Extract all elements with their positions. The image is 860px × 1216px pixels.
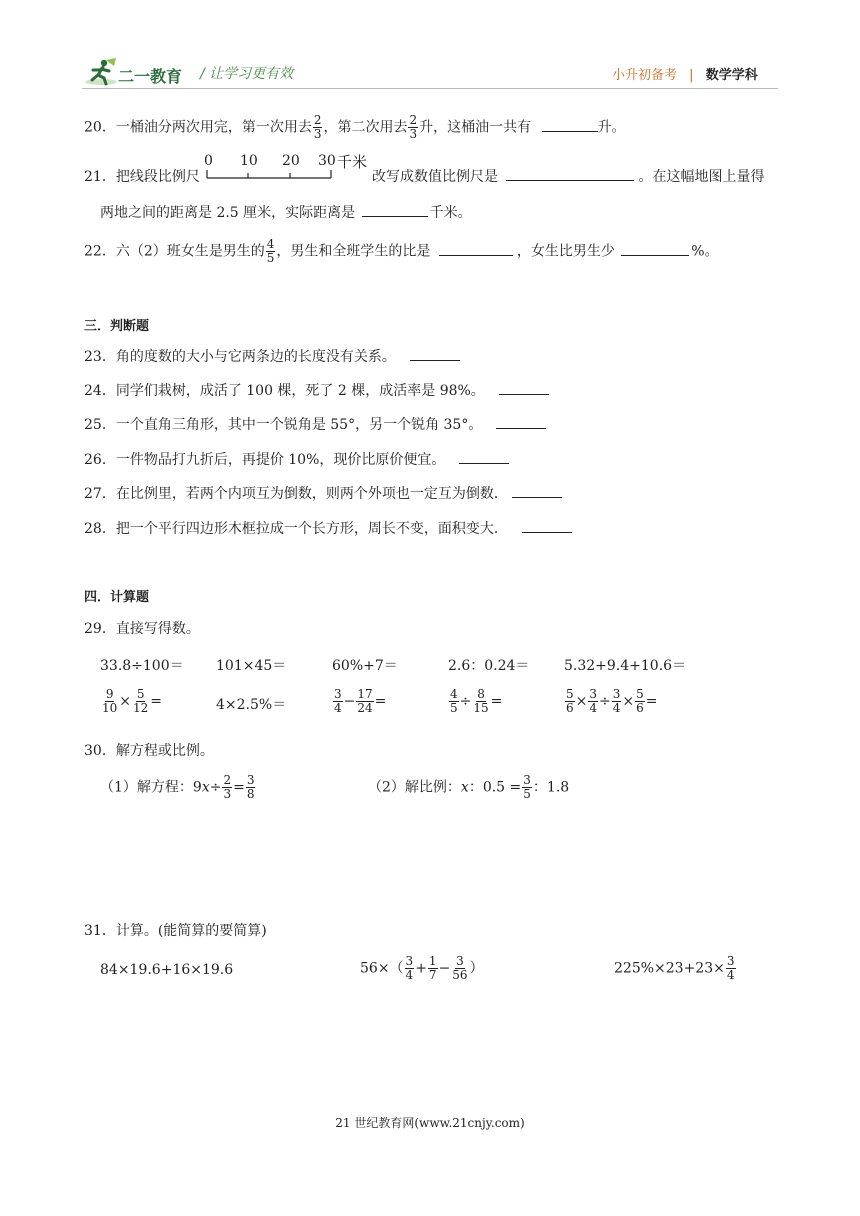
fraction <box>522 774 532 801</box>
answer-blank[interactable] <box>496 427 546 429</box>
denominator: 10 <box>102 701 118 716</box>
numerator: 3 <box>334 687 342 701</box>
scale-tick-label: 0 <box>204 153 213 169</box>
answer-blank[interactable] <box>522 531 572 533</box>
calc-expression: 84×19.6+16×19.6 <box>100 962 234 978</box>
oral-calc-item <box>332 688 386 715</box>
numerator: 1 <box>428 954 437 968</box>
q30-title: 30．解方程或比例。 <box>84 743 214 759</box>
denominator: 6 <box>636 701 644 716</box>
denominator: 12 <box>133 701 149 716</box>
question-21-line1 <box>84 166 200 186</box>
numerator: 4 <box>266 237 275 251</box>
fraction <box>726 955 736 982</box>
oral-calc-item: 2.6：0.24＝ <box>448 658 530 674</box>
denominator: 3 <box>223 787 232 802</box>
header-divider <box>82 88 778 89</box>
q30-ratio-text: ：1.8 <box>532 779 570 796</box>
numerator: 3 <box>405 954 414 968</box>
q30-part2 <box>368 774 569 801</box>
q21-text-c: 。在这幅地图上量得 <box>638 169 765 185</box>
fraction <box>451 955 468 982</box>
denominator: 3 <box>313 127 322 142</box>
fraction <box>472 688 489 715</box>
fraction <box>565 688 575 715</box>
denominator: 4 <box>726 968 735 983</box>
operator: ÷ <box>459 693 472 710</box>
section-title-judge: 三．判断题 <box>84 319 150 334</box>
answer-blank[interactable] <box>542 130 598 132</box>
judge-text: 27．在比例里，若两个内项互为倒数，则两个外项也一定互为倒数． <box>84 486 508 502</box>
equals-sign: = <box>233 779 245 796</box>
fraction <box>356 688 373 715</box>
fraction <box>313 114 323 141</box>
q30-ratio-text: ：0.5 = <box>468 779 522 796</box>
variable: x <box>460 779 469 796</box>
fraction <box>588 688 598 715</box>
denominator: 6 <box>566 701 574 716</box>
numerator: 3 <box>246 773 255 787</box>
operator: × <box>119 693 132 710</box>
expr-text: 225%×23+23× <box>614 960 725 977</box>
operator: ÷ <box>599 693 611 710</box>
numerator: 3 <box>589 687 598 701</box>
fraction <box>132 688 149 715</box>
question-21-line2 <box>100 202 472 222</box>
oral-calc-item: 4×2.5%＝ <box>216 697 287 713</box>
operator: − <box>343 693 356 710</box>
question-22 <box>84 238 719 265</box>
numerator: 5 <box>136 687 145 701</box>
denominator: 15 <box>473 701 489 716</box>
oral-calc-item: 33.8÷100＝ <box>100 658 184 674</box>
logo-text: 二一教育 <box>118 67 183 86</box>
oral-calc-item <box>564 688 658 715</box>
line-scale <box>202 152 372 184</box>
denominator: 3 <box>409 127 418 142</box>
numerator: 3 <box>612 687 621 701</box>
denominator: 5 <box>450 701 458 716</box>
exam-label: 小升初备考 <box>612 68 678 83</box>
equals-sign: = <box>150 693 163 710</box>
q22-text-d: %。 <box>691 243 719 260</box>
operator: − <box>438 960 451 977</box>
denominator: 5 <box>266 251 275 266</box>
q22-text-b: ，男生和全班学生的比是 <box>276 243 431 260</box>
scale-tick-label: 10 <box>240 153 258 169</box>
fraction <box>405 955 415 982</box>
denominator: 5 <box>523 787 531 802</box>
answer-blank[interactable] <box>362 215 428 217</box>
answer-blank[interactable] <box>499 393 549 395</box>
judge-text: 26．一件物品打九折后，再提价 10%，现价比原价便宜。 <box>84 452 446 468</box>
q30-label: （1）解方程：9 <box>100 779 202 796</box>
equals-sign: = <box>374 693 387 710</box>
answer-blank[interactable] <box>410 359 460 361</box>
fraction <box>449 688 459 715</box>
judge-text: 24．同学们栽树，成活了 100 棵，死了 2 棵，成活率是 98%。 <box>84 383 485 399</box>
judge-item-28 <box>84 518 572 538</box>
variable: x <box>201 779 210 796</box>
denominator: 4 <box>589 701 598 716</box>
fraction <box>101 688 118 715</box>
judge-text: 28．把一个平行四边形木框拉成一个长方形，周长不变，面积变大． <box>84 521 508 537</box>
numerator: 9 <box>105 687 114 701</box>
answer-blank[interactable] <box>512 496 562 498</box>
oral-calc-item: 5.32+9.4+10.6＝ <box>564 658 687 674</box>
denominator: 8 <box>246 787 255 802</box>
operator: + <box>415 960 427 977</box>
denominator: 56 <box>452 968 468 983</box>
answer-blank[interactable] <box>621 254 689 256</box>
runner-logo-icon <box>84 58 118 86</box>
q21-text-e: 千米。 <box>429 205 472 221</box>
equals-sign: = <box>645 693 658 710</box>
q22-text-a: 22．六（2）班女生是男生的 <box>84 243 265 260</box>
judge-item-27 <box>84 483 562 503</box>
answer-blank[interactable] <box>439 254 513 256</box>
answer-blank[interactable] <box>506 179 634 181</box>
oral-calc-item <box>100 688 162 715</box>
operator: × <box>575 693 588 710</box>
q29-title: 29．直接写得数。 <box>84 621 200 637</box>
q22-text-c: ，女生比男生少 <box>516 243 615 260</box>
judge-item-24 <box>84 380 549 400</box>
fraction <box>408 114 418 141</box>
numerator: 2 <box>223 773 232 787</box>
operator: ÷ <box>209 779 222 796</box>
q21-text-b: 改写成数值比例尺是 <box>372 169 498 185</box>
numerator: 3 <box>726 954 735 968</box>
judge-text: 23．角的度数的大小与它两条边的长度没有关系。 <box>84 349 396 365</box>
scale-tick-label: 30 <box>318 153 336 169</box>
header-separator: | <box>689 68 694 83</box>
denominator: 24 <box>357 701 373 716</box>
section-title-calc: 四．计算题 <box>84 590 150 605</box>
scale-unit: 千米 <box>337 153 368 171</box>
numerator: 3 <box>456 954 464 968</box>
q20-text-b: ，第二次用去 <box>323 119 408 136</box>
subject-label: 数学学科 <box>705 68 758 83</box>
expr-text: 56×（ <box>360 960 404 977</box>
q20-text-a: 20．一桶油分两次用完，第一次用去 <box>84 119 312 136</box>
header-right <box>612 64 758 83</box>
numerator: 5 <box>636 687 644 701</box>
q31-title: 31．计算。(能简算的要简算) <box>84 923 267 939</box>
oral-calc-item <box>448 688 502 715</box>
q21-text-d: 两地之间的距离是 2.5 厘米，实际距离是 <box>100 205 356 221</box>
answer-blank[interactable] <box>459 462 509 464</box>
q20-text-d: 升。 <box>597 119 626 136</box>
denominator: 7 <box>428 968 437 983</box>
calc-expression <box>360 955 484 982</box>
oral-calc-item: 60%+7＝ <box>332 658 398 674</box>
q21-text-a: 21．把线段比例尺 <box>84 169 200 185</box>
calc-expression <box>614 955 737 982</box>
numerator: 8 <box>477 687 485 701</box>
operator: × <box>622 693 635 710</box>
footer-text: 21 世纪教育网(www.21cnjy.com) <box>335 1116 525 1130</box>
fraction <box>222 774 232 801</box>
expr-text: ） <box>469 960 484 977</box>
slogan: / 让学习更有效 <box>200 66 294 82</box>
fraction <box>612 688 622 715</box>
scale-tick-label: 20 <box>282 153 300 169</box>
denominator: 4 <box>612 701 621 716</box>
fraction <box>428 955 438 982</box>
denominator: 4 <box>405 968 414 983</box>
judge-item-26 <box>84 449 509 469</box>
equals-sign: = <box>490 693 503 710</box>
scale-bar <box>206 170 332 180</box>
numerator: 2 <box>409 113 418 127</box>
oral-calc-item: 101×45＝ <box>216 658 287 674</box>
numerator: 2 <box>313 113 322 127</box>
q20-text-c: 升，这桶油一共有 <box>419 119 532 136</box>
denominator: 4 <box>334 701 342 716</box>
question-21-line1b <box>372 166 764 186</box>
numerator: 5 <box>566 687 574 701</box>
judge-item-25 <box>84 414 546 434</box>
fraction <box>246 774 256 801</box>
fraction <box>266 238 276 265</box>
numerator: 4 <box>450 687 458 701</box>
fraction <box>333 688 343 715</box>
fraction <box>635 688 645 715</box>
numerator: 17 <box>357 687 373 701</box>
q30-label: （2）解比例： <box>368 779 461 796</box>
judge-text: 25．一个直角三角形，其中一个锐角是 55°，另一个锐角 35°。 <box>84 417 483 433</box>
judge-item-23 <box>84 346 460 366</box>
q30-part1 <box>100 774 256 801</box>
numerator: 3 <box>523 773 531 787</box>
question-20 <box>84 114 626 141</box>
